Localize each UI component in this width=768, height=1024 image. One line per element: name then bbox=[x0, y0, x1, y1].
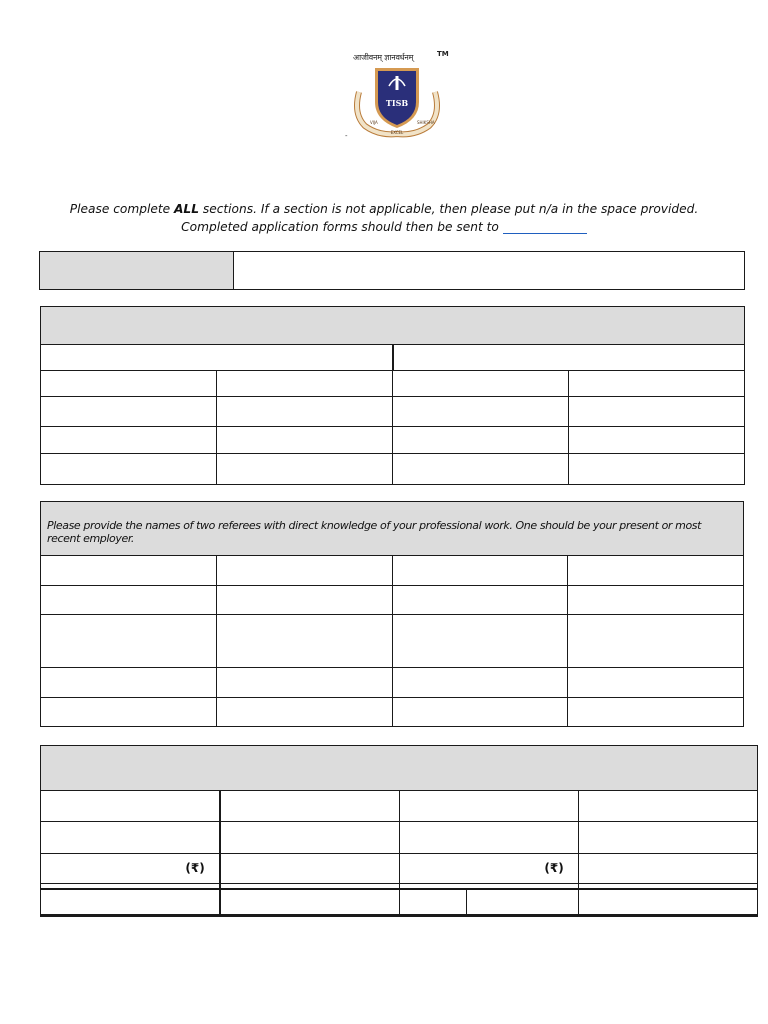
personal-value-1[interactable] bbox=[217, 371, 393, 397]
referee-label-4 bbox=[41, 668, 217, 697]
referee-label-1 bbox=[41, 556, 217, 585]
referee1-value-4[interactable] bbox=[216, 668, 392, 697]
school-logo bbox=[345, 50, 449, 138]
salary-value-1[interactable] bbox=[220, 790, 399, 821]
ribbon-right-text: SHIKSHA bbox=[417, 120, 435, 125]
instruction-line-2 bbox=[0, 220, 768, 234]
expected-salary-value[interactable] bbox=[578, 853, 757, 884]
personal-value-4[interactable] bbox=[569, 397, 745, 427]
referee-label-5 bbox=[41, 697, 217, 726]
referee2-value-3[interactable] bbox=[568, 615, 744, 668]
referee-label-2b bbox=[392, 585, 568, 614]
referee-label-1b bbox=[392, 556, 568, 585]
referee-label-3 bbox=[41, 615, 217, 668]
notice-period-cell[interactable] bbox=[41, 889, 467, 916]
position-label-cell bbox=[40, 252, 234, 290]
personal-label-1 bbox=[41, 371, 217, 397]
personal-label-6 bbox=[393, 427, 569, 454]
personal-label-2 bbox=[393, 371, 569, 397]
instruction-line-1 bbox=[0, 202, 768, 216]
salary-label-1b bbox=[399, 790, 578, 821]
ribbon-left-text: VIJA bbox=[370, 120, 378, 125]
trademark-mark: TM bbox=[437, 50, 449, 58]
referee1-value-2[interactable] bbox=[216, 585, 392, 614]
salary-value-2[interactable] bbox=[220, 821, 399, 853]
personal-label-5 bbox=[41, 427, 217, 454]
personal-details-table bbox=[40, 306, 745, 485]
salary-label-2b bbox=[399, 821, 578, 853]
send-to-email-blank[interactable] bbox=[503, 233, 587, 234]
send-to-text: Completed application forms should then be sent to bbox=[181, 220, 499, 234]
salary-footer-table bbox=[40, 888, 758, 917]
referee2-value-4[interactable] bbox=[568, 668, 744, 697]
instruction-suffix: sections. If a section is not applicable, then please put n/a in the space provided. bbox=[198, 202, 699, 216]
referees-table bbox=[40, 501, 744, 727]
personal-value-5[interactable] bbox=[217, 427, 393, 454]
current-salary-currency: (₹) bbox=[41, 853, 220, 884]
instruction-bold: ALL bbox=[174, 202, 199, 216]
name-cell[interactable] bbox=[41, 345, 393, 371]
salary-value-1b[interactable] bbox=[578, 790, 757, 821]
position-input-cell[interactable] bbox=[234, 252, 745, 290]
availability-cell[interactable] bbox=[467, 889, 758, 916]
logo-motto: आजीवनम् ज्ञानवर्धनम् bbox=[353, 53, 414, 62]
personal-details-header bbox=[41, 307, 745, 345]
personal-label-7 bbox=[41, 454, 217, 485]
surname-cell[interactable] bbox=[393, 345, 745, 371]
personal-value-2[interactable] bbox=[569, 371, 745, 397]
referees-note: Please provide the names of two referees with direct knowledge of your professional work. One should be your present or most recent employer. bbox=[41, 502, 744, 556]
crest-initials: TISB bbox=[385, 98, 409, 108]
current-salary-value[interactable] bbox=[220, 853, 399, 884]
referee2-value-2[interactable] bbox=[568, 585, 744, 614]
referee1-value-3[interactable] bbox=[216, 615, 392, 668]
salary-label-2 bbox=[41, 821, 220, 853]
personal-label-3 bbox=[41, 397, 217, 427]
personal-value-6[interactable] bbox=[569, 427, 745, 454]
ribbon-center-text: EXCEL bbox=[390, 130, 404, 135]
expected-salary-currency: (₹) bbox=[399, 853, 578, 884]
position-table bbox=[39, 251, 745, 290]
referee-label-3b bbox=[392, 615, 568, 668]
personal-label-8 bbox=[393, 454, 569, 485]
personal-label-4 bbox=[393, 397, 569, 427]
logo-dot: - bbox=[345, 132, 348, 140]
school-crest-icon bbox=[345, 58, 449, 138]
personal-value-7[interactable] bbox=[217, 454, 393, 485]
referee1-value-1[interactable] bbox=[216, 556, 392, 585]
referee2-value-1[interactable] bbox=[568, 556, 744, 585]
salary-header bbox=[41, 746, 758, 791]
referee-label-5b bbox=[392, 697, 568, 726]
referee-label-4b bbox=[392, 668, 568, 697]
salary-label-1 bbox=[41, 790, 220, 821]
personal-value-3[interactable] bbox=[217, 397, 393, 427]
instruction-prefix: Please complete bbox=[69, 202, 174, 216]
referee-label-2 bbox=[41, 585, 217, 614]
salary-value-2b[interactable] bbox=[578, 821, 757, 853]
personal-value-8[interactable] bbox=[569, 454, 745, 485]
referee2-value-5[interactable] bbox=[568, 697, 744, 726]
referee1-value-5[interactable] bbox=[216, 697, 392, 726]
